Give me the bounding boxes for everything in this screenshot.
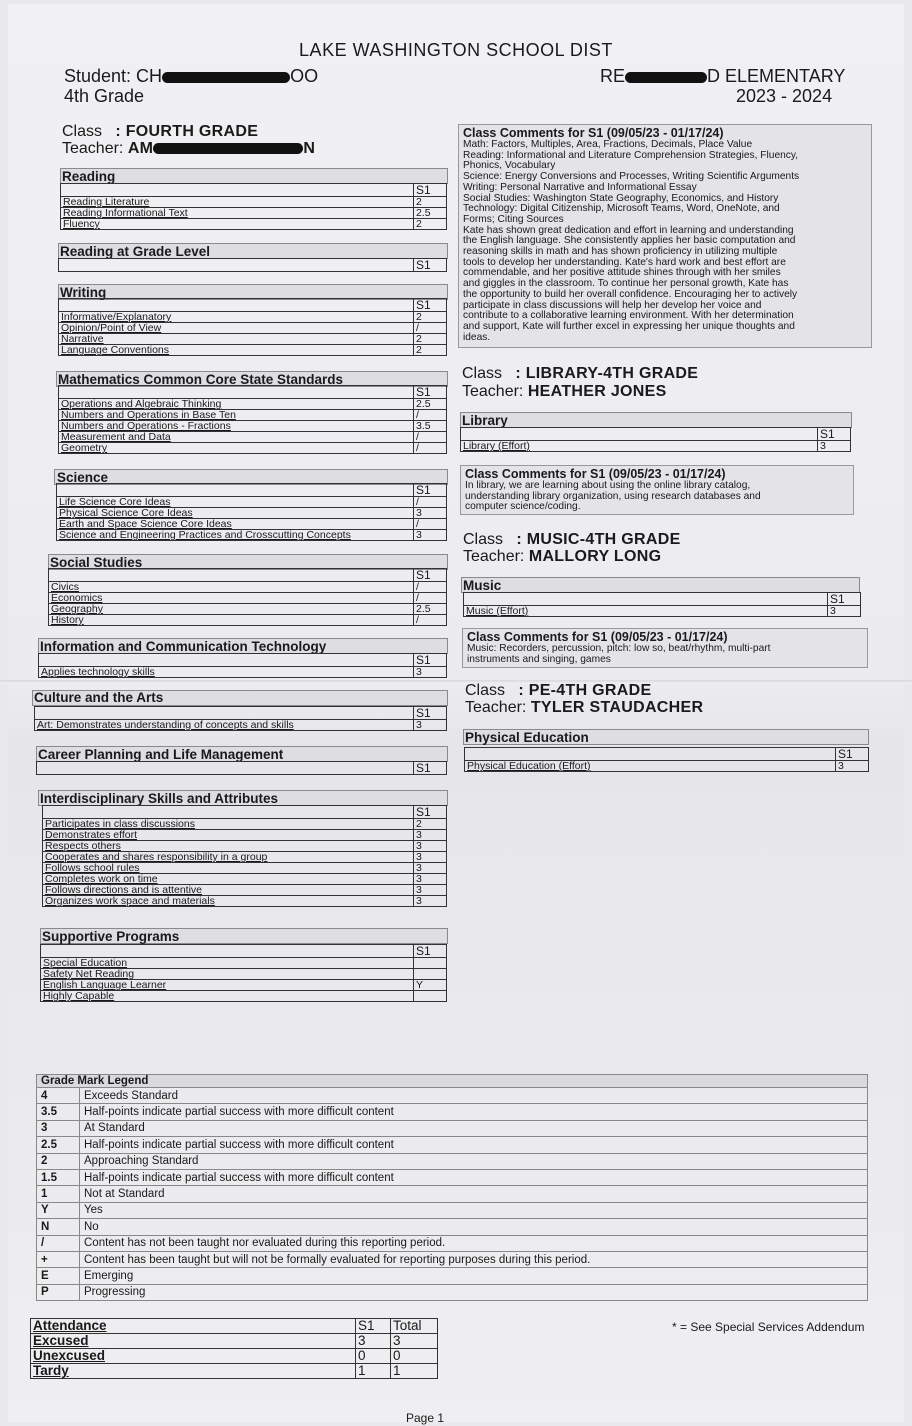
math-title: Mathematics Common Core State Standards [58, 372, 344, 387]
table-row: Earth and Space Science Core Ideas / [57, 519, 447, 530]
table-row: Life Science Core Ideas / [57, 497, 447, 508]
table-row: Follows school rules 3 [43, 863, 447, 874]
music-table: S1 Music (Effort) 3 [463, 592, 861, 617]
class-line: Class : FOURTH GRADE [62, 123, 259, 140]
school-year: 2023 - 2024 [736, 86, 833, 106]
library-teacher-line: Teacher: HEATHER JONES [462, 383, 667, 400]
table-row: Civics / [49, 582, 447, 593]
section-bar [460, 412, 852, 428]
paper-fold [0, 680, 912, 684]
music-title: Music [463, 578, 502, 593]
table-row: Demonstrates effort 3 [43, 830, 447, 841]
table-row: Numbers and Operations - Fractions 3.5 [59, 421, 447, 432]
music-comments-box: Class Comments for S1 (09/05/23 - 01/17/24) Music: Recorders, percussion, pitch: low so, beat/rhythm, multi-part instruments and singing, games [462, 628, 868, 668]
table-row: Applies technology skills 3 [39, 667, 447, 678]
social-title: Social Studies [50, 555, 143, 570]
table-row: Opinion/Point of View / [59, 323, 447, 334]
table-row: History / [49, 615, 447, 626]
district-title: LAKE WASHINGTON SCHOOL DIST [299, 40, 613, 60]
supportive-title: Supportive Programs [42, 929, 180, 944]
social-table: S1 Civics / Economics / Geography 2.5 History / [48, 568, 447, 626]
table-row: Numbers and Operations in Base Ten / [59, 410, 447, 421]
table-row: + Content has been taught but will not be formally evaluated for reporting purposes during this period. [37, 1251, 868, 1267]
career-title: Career Planning and Life Management [38, 747, 284, 762]
table-row: 4 Exceeds Standard [37, 1088, 868, 1104]
arts-title: Culture and the Arts [34, 690, 164, 705]
student-grade: 4th Grade [64, 86, 145, 106]
reading-table: S1 Reading Literature 2 Reading Informational Text 2.5 Fluency 2 [60, 183, 447, 230]
class-comments-box: Class Comments for S1 (09/05/23 - 01/17/24) Math: Factors, Multiples, Area, Fractions, Decimals, Place Value Reading: Informational and Literature Comprehension Strategies, Fluency, Phonics, Vocabulary Science: Energy Conversions and Processes, Writing Scientific Arguments Writing: Personal Narrative and Informational Essay Social Studies: Washington State Geography, Economics, and History Technology: Digital Citizenship, Microsoft Teams, Word, OneNote, and Forms; Citing Sources Kate has shown great dedication and effort in learning and understanding the English language. She consistently applies her basic computation and reasoning skills in math and has shown proficiency in utilizing multiple tools to develop her understanding. Kate's hard work and best effort are commendable, and her positive attitude shines through with her smiles and giggles in the classroom. To continue her personal growth, Kate has the opportunity to build her overall confidence. Encouraging her to actively participate in class discussions will help her develop her voice and contribute to a collaborative learning environment. With her determination and support, Kate will further excel in expressing her unique thoughts and ideas. [458, 124, 872, 348]
writing-title: Writing [60, 285, 107, 300]
table-row: Language Conventions 2 [59, 345, 447, 356]
table-row: Physical Education (Effort) 3 [465, 761, 869, 772]
table-row: Narrative 2 [59, 334, 447, 345]
reading-level-table: S1 [58, 258, 447, 272]
table-row: 2 Approaching Standard [37, 1153, 868, 1169]
table-row: Organizes work space and materials 3 [43, 896, 447, 907]
table-row: Fluency 2 [61, 219, 447, 230]
table-row: N No [37, 1219, 868, 1235]
science-table: S1 Life Science Core Ideas / Physical Science Core Ideas 3 Earth and Space Science Core Ideas / Science and Engineering Practices and Crosscutting Concepts 3 [56, 483, 447, 541]
table-row: Physical Science Core Ideas 3 [57, 508, 447, 519]
library-class-line: Class : LIBRARY-4TH GRADE [462, 365, 699, 382]
table-row: Safety Net Reading [41, 969, 447, 980]
table-row: 3 At Standard [37, 1120, 868, 1136]
table-row: Completes work on time 3 [43, 874, 447, 885]
table-row: Special Education [41, 958, 447, 969]
inter-title: Interdisciplinary Skills and Attributes [40, 791, 279, 806]
redaction-mark [153, 143, 303, 154]
table-row: Reading Literature 2 [61, 197, 447, 208]
table-row: / Content has not been taught nor evaluated during this reporting period. [37, 1235, 868, 1251]
redaction-mark [625, 72, 707, 83]
pe-table: S1 Physical Education (Effort) 3 [464, 747, 869, 772]
table-row: Music (Effort) 3 [464, 606, 861, 617]
music-class-line: Class : MUSIC-4TH GRADE [463, 531, 681, 548]
comments-title: Class Comments for S1 (09/05/23 - 01/17/24) [463, 126, 724, 140]
table-row: Geometry / [59, 443, 447, 454]
science-title: Science [57, 470, 109, 485]
student-name: Student: CH OO [64, 66, 319, 86]
section-bar [60, 168, 448, 184]
library-table: S1 Library (Effort) 3 [460, 427, 851, 452]
attendance-title: Attendance [31, 1319, 356, 1334]
arts-table: S1 Art: Demonstrates understanding of concepts and skills 3 [34, 706, 447, 731]
table-row: Reading Informational Text 2.5 [61, 208, 447, 219]
table-row: Economics / [49, 593, 447, 604]
table-row: Measurement and Data / [59, 432, 447, 443]
table-row: Geography 2.5 [49, 604, 447, 615]
table-row: Follows directions and is attentive 3 [43, 885, 447, 896]
table-row: Participates in class discussions 2 [43, 819, 447, 830]
table-row: 2.5 Half-points indicate partial success with more difficult content [37, 1137, 868, 1153]
reading-title: Reading [62, 169, 116, 184]
table-row: Science and Engineering Practices and Crosscutting Concepts 3 [57, 530, 447, 541]
redaction-mark [162, 72, 290, 83]
table-row: 3.5 Half-points indicate partial success with more difficult content [37, 1104, 868, 1120]
table-row: Operations and Algebraic Thinking 2.5 [59, 399, 447, 410]
legend-title: Grade Mark Legend [37, 1075, 868, 1088]
attendance-table: Attendance S1 Total Excused 3 3 Unexcused 0 0 Tardy 1 1 [30, 1318, 438, 1379]
table-row: Cooperates and shares responsibility in a group 3 [43, 852, 447, 863]
reading-level-title: Reading at Grade Level [60, 244, 211, 259]
table-row: Respects others 3 [43, 841, 447, 852]
table-row: Art: Demonstrates understanding of concepts and skills 3 [35, 720, 447, 731]
table-row: P Progressing [37, 1284, 868, 1300]
library-title: Library [462, 413, 508, 428]
table-row: Y Yes [37, 1202, 868, 1218]
grade-legend-table [36, 1074, 868, 1301]
career-table: S1 [36, 761, 447, 775]
teacher-line: Teacher: AM N [62, 140, 316, 157]
ict-table: S1 Applies technology skills 3 [38, 653, 447, 678]
table-row: Excused 3 3 [31, 1334, 438, 1349]
pe-title: Physical Education [465, 730, 589, 745]
table-row: 1 Not at Standard [37, 1186, 868, 1202]
table-row: 1.5 Half-points indicate partial success with more difficult content [37, 1169, 868, 1185]
table-row: Highly Capable [41, 991, 447, 1002]
table-row: Tardy 1 1 [31, 1364, 438, 1379]
table-row: Unexcused 0 0 [31, 1349, 438, 1364]
addendum-note: * = See Special Services Addendum [672, 1320, 865, 1334]
writing-table: S1 Informative/Explanatory 2 Opinion/Point of View / Narrative 2 Language Conventions 2 [58, 298, 447, 356]
inter-table: S1 Participates in class discussions 2 Demonstrates effort 3 Respects others 3 Cooperates and shares responsibility in a group 3 Follows school rules 3 Completes work on time 3 Follows directions and is attentive 3 Organizes work space and materials 3 [42, 805, 447, 907]
music-teacher-line: Teacher: MALLORY LONG [463, 548, 662, 565]
table-row: English Language Learner Y [41, 980, 447, 991]
page-number: Page 1 [406, 1411, 445, 1425]
table-row: Informative/Explanatory 2 [59, 312, 447, 323]
table-row: E Emerging [37, 1268, 868, 1284]
library-comments-box: Class Comments for S1 (09/05/23 - 01/17/24) In library, we are learning about using the online library catalog, understanding library organization, using research databases and computer science/coding. [460, 465, 854, 515]
section-bar [461, 577, 860, 593]
pe-teacher-line: Teacher: TYLER STAUDACHER [465, 699, 704, 716]
ict-title: Information and Communication Technology [40, 639, 327, 654]
school-name: RE D ELEMENTARY [600, 66, 846, 86]
math-table: S1 Operations and Algebraic Thinking 2.5 Numbers and Operations in Base Ten / Numbers and Operations - Fractions 3.5 Measurement and Data / Geometry / [58, 385, 447, 454]
pe-class-line: Class : PE-4TH GRADE [465, 682, 652, 699]
table-row: Library (Effort) 3 [461, 441, 851, 452]
supportive-table: S1 Special Education Safety Net Reading English Language Learner Y Highly Capable [40, 944, 447, 1002]
